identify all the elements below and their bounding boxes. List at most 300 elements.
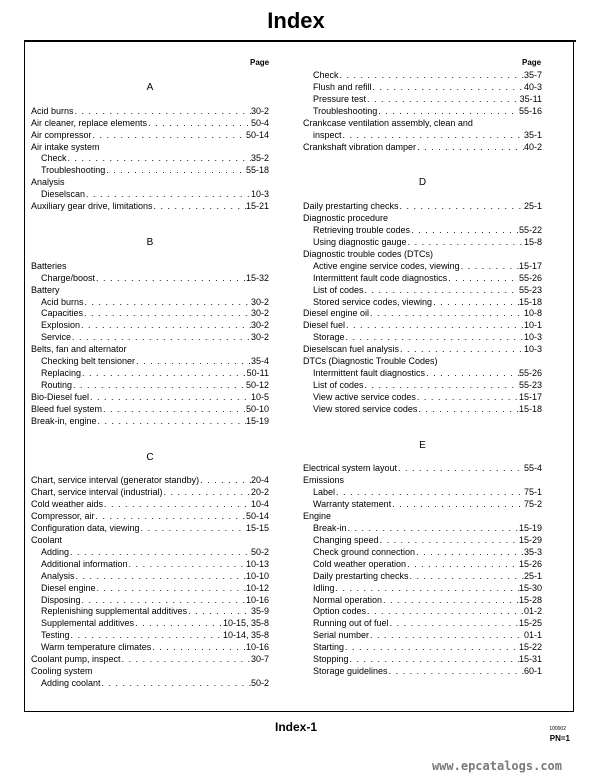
- entry-page: 35-1: [523, 129, 542, 140]
- entry-page: 10-1: [523, 320, 542, 331]
- entry-page: 10-8: [523, 308, 542, 319]
- dot-leader: [74, 106, 251, 118]
- entry-topic: List of codes: [313, 379, 364, 390]
- spacer: [303, 165, 542, 177]
- dot-leader: [425, 368, 519, 380]
- dot-leader: [416, 142, 524, 154]
- entry-page: 35-7: [523, 70, 542, 80]
- entry-topic: Check: [313, 70, 339, 80]
- entry-topic: Air cleaner, replace elements: [31, 117, 148, 128]
- spacer: [31, 213, 269, 225]
- index-heading: Analysis: [31, 177, 65, 188]
- entry-page: 35-11: [519, 93, 542, 104]
- dot-leader: [416, 392, 519, 404]
- dot-leader: [187, 606, 251, 618]
- entry-topic: Configuration data, viewing: [31, 523, 140, 534]
- index-entry: [303, 595, 542, 607]
- spacer: [303, 189, 542, 201]
- entry-page: 15-17: [518, 260, 542, 271]
- dot-leader: [399, 344, 524, 356]
- entry-page: 10-4: [250, 499, 269, 510]
- entry-page: 30-2: [250, 308, 269, 319]
- index-entry: [303, 82, 542, 94]
- entry-page: 25-1: [523, 201, 542, 212]
- dot-leader: [80, 320, 251, 332]
- index-entry: [303, 404, 542, 416]
- entry-topic: inspect: [313, 129, 342, 140]
- dot-leader: [415, 547, 524, 559]
- index-heading: Diagnostic procedure: [303, 213, 389, 224]
- entry-topic: Compressor, air: [31, 511, 95, 522]
- index-entry: [303, 642, 542, 654]
- index-entry: [31, 380, 269, 392]
- index-entry: [303, 285, 542, 297]
- entry-page: 30-2: [250, 332, 269, 343]
- entry-topic: Label: [313, 487, 336, 498]
- spacer: [303, 428, 542, 440]
- index-entry: [303, 499, 542, 511]
- entry-page: 50-2: [250, 546, 269, 557]
- dot-leader: [397, 463, 524, 475]
- index-entry: [31, 404, 269, 416]
- index-heading: DTCs (Diagnostic Trouble Codes): [303, 356, 438, 367]
- spacer: [31, 428, 269, 440]
- index-entry: [303, 571, 542, 583]
- index-entry: [31, 487, 269, 499]
- entry-page: 50-10: [245, 403, 269, 414]
- entry-page: 01-1: [523, 630, 542, 641]
- spacer: [31, 70, 269, 82]
- entry-topic: Crankshaft vibration damper: [303, 141, 417, 152]
- index-entry: [303, 297, 542, 309]
- dot-leader: [409, 571, 524, 583]
- entry-page: 55-16: [518, 105, 542, 116]
- entry-page: 55-23: [518, 284, 542, 295]
- index-entry: [303, 618, 542, 630]
- index-entry: [303, 94, 542, 106]
- dot-leader: [95, 511, 246, 523]
- index-entry: [31, 499, 269, 511]
- spacer: [31, 463, 269, 475]
- index-entry: [303, 201, 542, 213]
- entry-topic: Service: [41, 332, 72, 343]
- section-letter: E: [419, 439, 426, 451]
- entry-page: 55-26: [518, 368, 542, 379]
- index-entry: [303, 70, 542, 82]
- entry-page: 15-8: [523, 236, 542, 247]
- entry-topic: Active engine service codes, viewing: [313, 260, 460, 271]
- entry-page: 10-13: [245, 558, 269, 569]
- dot-leader: [382, 595, 519, 607]
- index-heading: Batteries: [31, 260, 67, 271]
- index-entry: [31, 630, 269, 642]
- index-entry: [303, 332, 542, 344]
- entry-page: 50-4: [250, 117, 269, 128]
- entry-topic: Warm temperature climates: [41, 642, 152, 653]
- entry-page: 40-3: [523, 81, 542, 92]
- entry-page: 15-26: [518, 558, 542, 569]
- entry-topic: Routing: [41, 379, 73, 390]
- index-heading: Air intake system: [31, 141, 100, 152]
- entry-page: 50-11: [246, 368, 269, 379]
- dot-leader: [135, 356, 251, 368]
- footer-code: 100002: [549, 726, 566, 732]
- entry-topic: Intermittent fault code diagnostics: [313, 272, 448, 283]
- dot-leader: [89, 392, 251, 404]
- index-heading: Cooling system: [31, 666, 93, 677]
- entry-page: 50-12: [245, 379, 269, 390]
- index-entry: [303, 308, 542, 320]
- page-title: Index: [267, 8, 325, 33]
- index-entry: [303, 344, 542, 356]
- dot-leader: [72, 380, 246, 392]
- index-entry: [303, 130, 542, 142]
- entry-page: 20-4: [250, 475, 269, 486]
- entry-page: 15-17: [518, 391, 542, 402]
- entry-page: 10-10: [245, 570, 269, 581]
- entry-topic: Idling: [313, 582, 335, 593]
- dot-leader: [391, 499, 524, 511]
- index-entry: [31, 368, 269, 380]
- index-entry: [303, 463, 542, 475]
- dot-leader: [199, 475, 251, 487]
- entry-topic: Chart, service interval (industrial): [31, 487, 163, 498]
- entry-topic: Replacing: [41, 368, 82, 379]
- entry-topic: Troubleshooting: [313, 105, 378, 116]
- dot-leader: [460, 261, 519, 273]
- dot-leader: [407, 237, 524, 249]
- entry-topic: Diesel engine oil: [303, 308, 370, 319]
- entry-topic: Dieselscan: [41, 189, 86, 200]
- entry-page: 55-18: [245, 165, 269, 176]
- entry-topic: Changing speed: [313, 534, 379, 545]
- dot-leader: [345, 332, 524, 344]
- entry-topic: Electrical system layout: [303, 463, 398, 474]
- dot-leader: [105, 165, 246, 177]
- index-entry: [303, 106, 542, 118]
- left-page-column-label: Page: [250, 58, 270, 67]
- entry-topic: Acid burns: [31, 105, 74, 116]
- entry-page: 01-2: [523, 606, 542, 617]
- dot-leader: [140, 523, 246, 535]
- entry-page: 75-2: [523, 499, 542, 510]
- index-entry: [31, 332, 269, 344]
- entry-page: 55-23: [518, 379, 542, 390]
- entry-page: 35-4: [250, 356, 269, 367]
- dot-leader: [75, 571, 246, 583]
- section-letter: C: [146, 451, 154, 463]
- entry-page: 75-1: [523, 487, 542, 498]
- dot-leader: [121, 654, 251, 666]
- entry-page: 35-2: [250, 153, 269, 164]
- entry-topic: Bleed fuel system: [31, 403, 103, 414]
- entry-page: 20-2: [250, 487, 269, 498]
- entry-page: 55-22: [518, 224, 542, 235]
- spacer: [303, 416, 542, 428]
- entry-topic: Daily prestarting checks: [313, 570, 409, 581]
- entry-topic: Option codes: [313, 606, 367, 617]
- entry-topic: Troubleshooting: [41, 165, 106, 176]
- index-entry: [303, 559, 542, 571]
- entry-page: 25-1: [523, 570, 542, 581]
- index-entry: [303, 606, 542, 618]
- dot-leader: [69, 547, 251, 559]
- dot-leader: [103, 499, 251, 511]
- index-entry: [31, 356, 269, 368]
- dot-leader: [369, 308, 524, 320]
- entry-topic: Checking belt tensioner: [41, 356, 136, 367]
- dot-leader: [388, 666, 524, 678]
- index-entry: [303, 654, 542, 666]
- index-entry: [31, 320, 269, 332]
- entry-topic: Additional information: [41, 558, 128, 569]
- index-entry: [303, 523, 542, 535]
- entry-topic: Testing: [41, 630, 70, 641]
- entry-topic: Using diagnostic gauge: [313, 236, 407, 247]
- right-index-column: [303, 70, 542, 678]
- entry-page: 15-22: [518, 642, 542, 653]
- entry-page: 10-16: [245, 594, 269, 605]
- entry-topic: Coolant pump, inspect: [31, 654, 121, 665]
- section-letter: D: [418, 177, 427, 189]
- index-entry: [31, 106, 269, 118]
- entry-page: 15-30: [518, 582, 542, 593]
- index-heading: Engine: [303, 511, 332, 522]
- entry-page: 10-16: [245, 642, 269, 653]
- entry-page: 15-18: [518, 296, 542, 307]
- spacer: [31, 94, 269, 106]
- entry-topic: Pressure test: [313, 93, 367, 104]
- entry-page: 50-2: [250, 678, 269, 689]
- entry-page: 55-26: [518, 272, 542, 283]
- spacer: [303, 153, 542, 165]
- index-entry: [303, 392, 542, 404]
- index-entry: [31, 153, 269, 165]
- dot-leader: [83, 308, 251, 320]
- index-entry: [31, 642, 269, 654]
- index-entry: [31, 559, 269, 571]
- entry-page: 50-14: [245, 511, 269, 522]
- dot-leader: [372, 82, 524, 94]
- dot-leader: [366, 606, 524, 618]
- index-entry: [31, 308, 269, 320]
- dot-leader: [335, 487, 524, 499]
- index-entry: [303, 380, 542, 392]
- index-entry: [303, 225, 542, 237]
- entry-topic: Dieselscan fuel analysis: [303, 344, 400, 355]
- entry-page: 15-31: [518, 654, 542, 665]
- index-entry: [303, 273, 542, 285]
- entry-page: 15-28: [518, 594, 542, 605]
- entry-topic: List of codes: [313, 284, 364, 295]
- entry-topic: Serial number: [313, 630, 370, 641]
- entry-topic: Charge/boost: [41, 272, 96, 283]
- entry-topic: Disposing: [41, 594, 81, 605]
- entry-topic: Acid burns: [41, 296, 84, 307]
- entry-page: 15-18: [518, 403, 542, 414]
- index-entry: [303, 583, 542, 595]
- index-entry: [303, 368, 542, 380]
- footer-pn: PN=1: [549, 734, 570, 743]
- entry-topic: Chart, service interval (generator standby): [31, 475, 200, 486]
- entry-page: 40-2: [523, 141, 542, 152]
- index-entry: [31, 618, 269, 630]
- entry-topic: Supplemental additives: [41, 618, 135, 629]
- entry-topic: Warranty statement: [313, 499, 392, 510]
- index-entry: [303, 666, 542, 678]
- index-entry: [31, 547, 269, 559]
- entry-page: 35-3: [523, 546, 542, 557]
- entry-topic: Check: [41, 153, 67, 164]
- index-entry: [31, 523, 269, 535]
- entry-topic: Break-in, engine: [31, 415, 97, 426]
- entry-topic: Starting: [313, 642, 345, 653]
- dot-leader: [349, 654, 519, 666]
- dot-leader: [432, 297, 519, 309]
- entry-topic: Diesel engine: [41, 582, 96, 593]
- index-heading: Belts, fan and alternator: [31, 344, 127, 355]
- entry-topic: Air compressor: [31, 129, 92, 140]
- entry-page: 30-2: [250, 320, 269, 331]
- index-entry: [303, 487, 542, 499]
- index-heading: Diagnostic trouble codes (DTCs): [303, 248, 434, 259]
- index-entry: [31, 595, 269, 607]
- index-entry: [31, 606, 269, 618]
- entry-page: 10-12: [245, 582, 269, 593]
- dot-leader: [369, 630, 524, 642]
- index-entry: [303, 320, 542, 332]
- entry-topic: Break-in: [313, 523, 347, 534]
- index-entry: [31, 416, 269, 428]
- entry-topic: Stored service codes, viewing: [313, 296, 433, 307]
- dot-leader: [406, 559, 519, 571]
- index-entry: [31, 583, 269, 595]
- dot-leader: [101, 678, 251, 690]
- section-letter: A: [146, 81, 154, 93]
- index-entry: [31, 165, 269, 177]
- dot-leader: [71, 332, 251, 344]
- index-entry: [31, 654, 269, 666]
- dot-leader: [147, 118, 251, 130]
- entry-page: 15-19: [518, 523, 542, 534]
- entry-topic: Adding: [41, 546, 70, 557]
- index-entry: [31, 392, 269, 404]
- dot-leader: [447, 273, 519, 285]
- entry-topic: View stored service codes: [313, 403, 418, 414]
- entry-page: 10-3: [523, 344, 542, 355]
- entry-topic: Stopping: [313, 654, 349, 665]
- dot-leader: [366, 94, 520, 106]
- footer-index-page: Index-1: [274, 720, 317, 734]
- entry-page: 55-4: [523, 463, 542, 474]
- entry-topic: Flush and refill: [313, 81, 372, 92]
- entry-page: 50-14: [245, 129, 269, 140]
- index-entry: [31, 475, 269, 487]
- entry-page: 10-15, 35-8: [222, 618, 269, 629]
- entry-page: 60-1: [523, 666, 542, 677]
- section-letter: B: [146, 236, 154, 248]
- dot-leader: [364, 285, 519, 297]
- dot-leader: [153, 201, 246, 213]
- entry-topic: Retrieving trouble codes: [313, 224, 411, 235]
- entry-topic: Auxiliary gear drive, limitations: [31, 201, 153, 212]
- dot-leader: [97, 416, 246, 428]
- index-entry: [303, 237, 542, 249]
- entry-topic: Diesel fuel: [303, 320, 346, 331]
- index-heading: Crankcase ventilation assembly, clean and: [303, 117, 473, 128]
- dot-leader: [335, 583, 519, 595]
- dot-leader: [81, 368, 247, 380]
- dot-leader: [163, 487, 251, 499]
- spacer: [31, 225, 269, 237]
- spacer: [31, 249, 269, 261]
- entry-topic: Bio-Diesel fuel: [31, 391, 90, 402]
- entry-topic: Adding coolant: [41, 678, 101, 689]
- dot-leader: [377, 106, 519, 118]
- dot-leader: [96, 583, 246, 595]
- entry-topic: Storage: [313, 332, 345, 343]
- entry-topic: Check ground connection: [313, 546, 416, 557]
- index-heading: Battery: [31, 284, 60, 295]
- entry-topic: Analysis: [41, 570, 75, 581]
- entry-topic: View active service codes: [313, 391, 416, 402]
- dot-leader: [95, 273, 246, 285]
- watermark: www.epcatalogs.com: [431, 759, 562, 773]
- entry-page: 15-19: [245, 415, 269, 426]
- dot-leader: [379, 535, 519, 547]
- dot-leader: [70, 630, 223, 642]
- dot-leader: [339, 70, 524, 82]
- entry-page: 15-15: [245, 523, 269, 534]
- dot-leader: [342, 130, 524, 142]
- entry-page: 15-32: [245, 272, 269, 283]
- entry-topic: Cold weather operation: [313, 558, 407, 569]
- dot-leader: [364, 380, 519, 392]
- index-entry: [31, 297, 269, 309]
- entry-topic: Running out of fuel: [313, 618, 389, 629]
- entry-page: 15-29: [518, 534, 542, 545]
- entry-topic: Normal operation: [313, 594, 383, 605]
- entry-topic: Cold weather aids: [31, 499, 104, 510]
- index-entry: [303, 630, 542, 642]
- dot-leader: [128, 559, 246, 571]
- entry-page: 10-5: [250, 391, 269, 402]
- index-entry: [31, 201, 269, 213]
- index-entry: [31, 273, 269, 285]
- dot-leader: [347, 523, 519, 535]
- entry-page: 30-7: [250, 654, 269, 665]
- index-entry: [31, 118, 269, 130]
- dot-leader: [102, 404, 246, 416]
- right-page-column-label: Page: [522, 58, 542, 67]
- entry-topic: Daily prestarting checks: [303, 201, 399, 212]
- dot-leader: [345, 320, 524, 332]
- dot-leader: [134, 618, 223, 630]
- index-entry: [303, 547, 542, 559]
- dot-leader: [92, 130, 246, 142]
- entry-topic: Intermittent fault diagnostics: [313, 368, 426, 379]
- index-heading: Coolant: [31, 534, 63, 545]
- entry-page: 30-2: [250, 296, 269, 307]
- entry-page: 35-9: [250, 606, 269, 617]
- index-heading: Emissions: [303, 475, 345, 486]
- left-index-column: [31, 70, 269, 690]
- index-entry: [31, 571, 269, 583]
- spacer: [303, 452, 542, 464]
- entry-page: 10-3: [250, 189, 269, 200]
- dot-leader: [417, 404, 519, 416]
- dot-leader: [344, 642, 519, 654]
